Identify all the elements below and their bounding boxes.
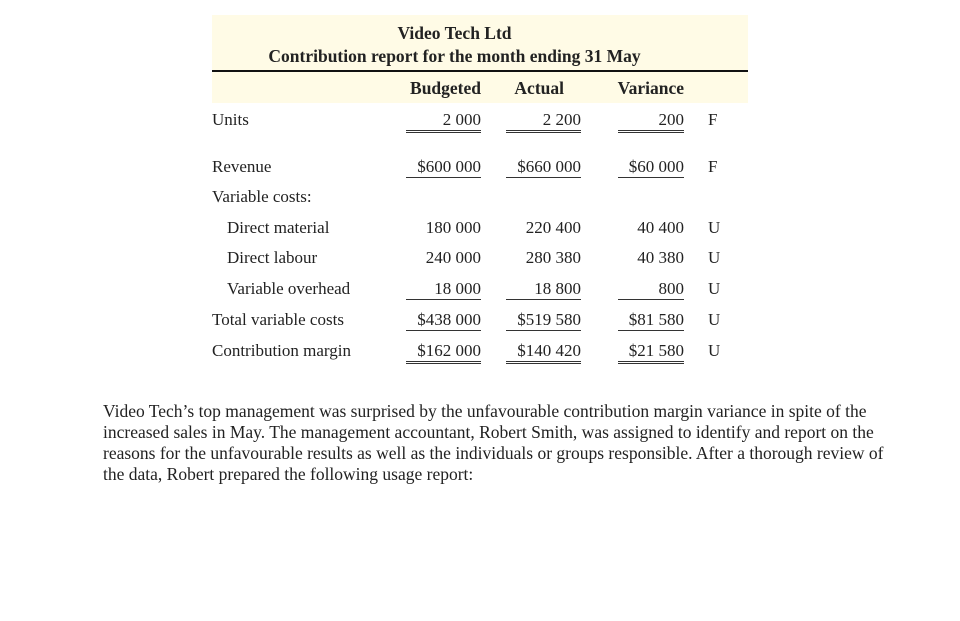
column-header-actual: Actual <box>514 78 564 98</box>
budgeted-value: $600 000 <box>406 157 481 178</box>
budgeted-value: 2 000 <box>406 110 481 133</box>
row-label: Revenue <box>212 157 272 176</box>
table-row-variable-costs <box>0 187 960 211</box>
budgeted-value: 240 000 <box>425 248 481 267</box>
variance-value: $60 000 <box>618 157 684 178</box>
budgeted-value: 180 000 <box>425 218 481 237</box>
table-row-variable-overhead <box>0 279 960 303</box>
budgeted-value: $162 000 <box>406 341 481 364</box>
actual-value: 18 800 <box>506 279 581 300</box>
variance-flag: F <box>708 110 718 129</box>
variance-value: $21 580 <box>618 341 684 364</box>
table-row-contribution-margin <box>0 341 960 365</box>
variance-value: 40 400 <box>637 218 684 237</box>
table-row-direct-material <box>0 218 960 242</box>
body-paragraph: Video Tech’s top management was surprised by the unfavourable contribution margin variance in spite of the increased sales in May. The management accountant, Robert Smith, was assigned to identify and report on the reasons for the unfavourable results as well as the individuals or groups responsible. After a thorough review of the data, Robert prepared the following usage report: <box>103 401 884 484</box>
table-row-total-variable-costs <box>0 310 960 334</box>
actual-value: 280 380 <box>525 248 581 267</box>
variance-flag: U <box>708 310 721 329</box>
row-label: Direct material <box>227 218 330 237</box>
row-label: Variable costs: <box>212 187 312 206</box>
row-label: Total variable costs <box>212 310 344 329</box>
report-subtitle: Contribution report for the month ending 31 May <box>268 46 641 66</box>
budgeted-value: $438 000 <box>406 310 481 331</box>
actual-value: $140 420 <box>506 341 581 364</box>
variance-value: 200 <box>618 110 684 133</box>
variance-flag: F <box>708 157 718 176</box>
row-label: Variable overhead <box>227 279 351 298</box>
company-name: Video Tech Ltd <box>397 23 512 43</box>
actual-value: 220 400 <box>525 218 581 237</box>
header-rule <box>212 70 748 72</box>
variance-value: 40 380 <box>637 248 684 267</box>
actual-value: $519 580 <box>506 310 581 331</box>
actual-value: $660 000 <box>506 157 581 178</box>
variance-value: 800 <box>618 279 684 300</box>
column-header-budgeted: Budgeted <box>410 78 481 98</box>
table-row-direct-labour <box>0 248 960 272</box>
variance-value: $81 580 <box>618 310 684 331</box>
variance-flag: U <box>708 341 721 360</box>
table-row-revenue <box>0 157 960 181</box>
budgeted-value: 18 000 <box>406 279 481 300</box>
row-label: Direct labour <box>227 248 318 267</box>
variance-flag: U <box>708 248 721 267</box>
row-label: Units <box>212 110 249 129</box>
variance-flag: U <box>708 218 721 237</box>
column-header-variance: Variance <box>617 78 684 98</box>
table-row-units <box>0 110 960 134</box>
actual-value: 2 200 <box>506 110 581 133</box>
variance-flag: U <box>708 279 721 298</box>
row-label: Contribution margin <box>212 341 351 360</box>
